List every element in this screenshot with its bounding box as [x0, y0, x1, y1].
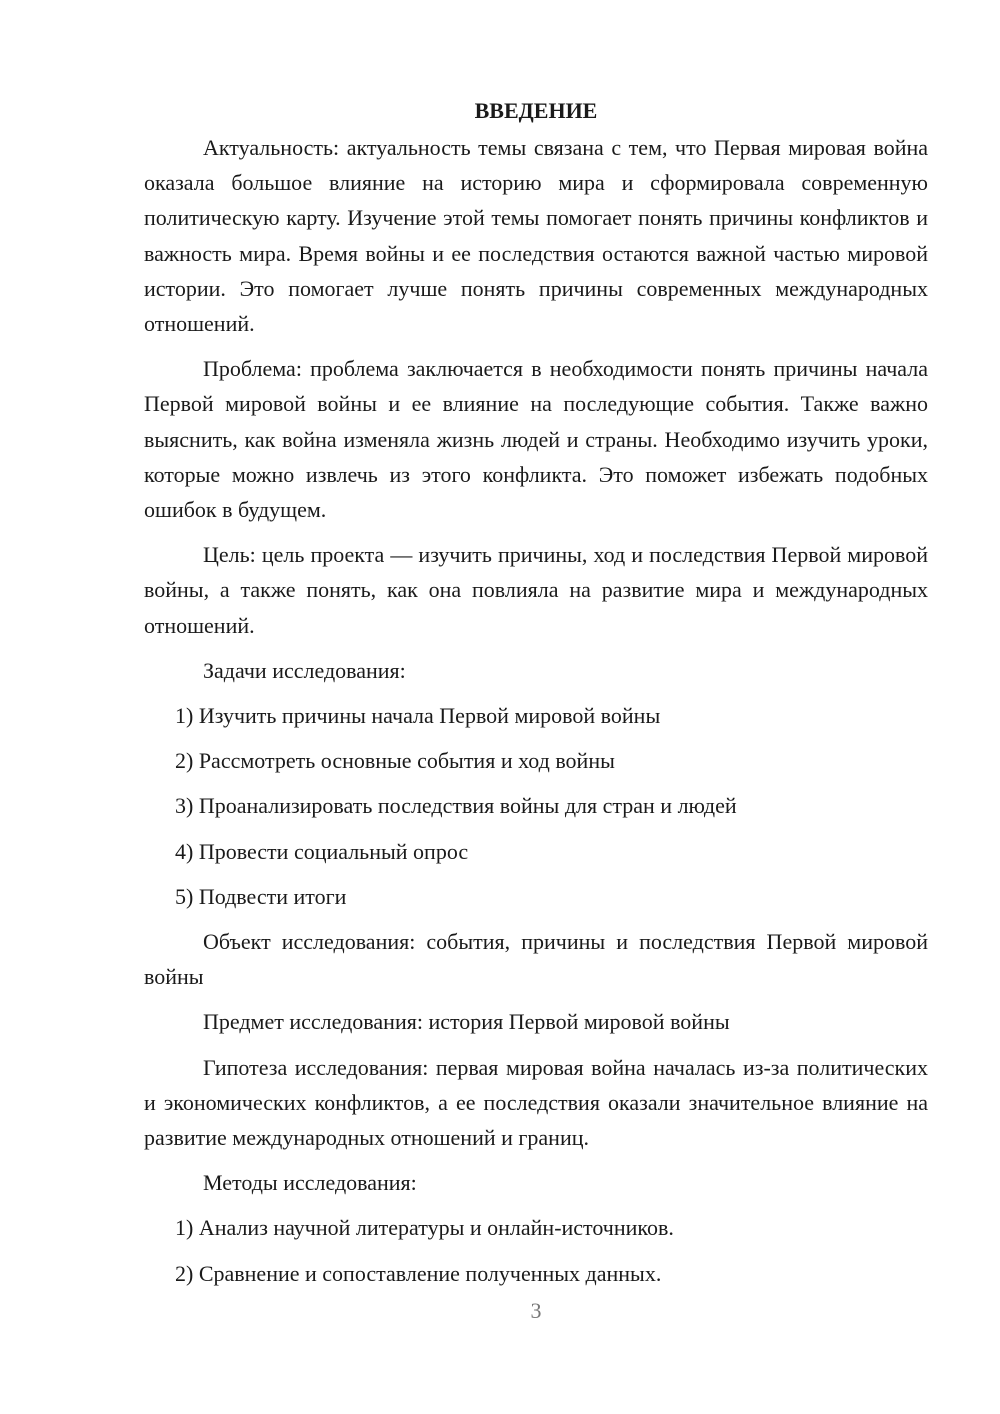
task-item: 4) Провести социальный опрос — [175, 838, 469, 864]
hypothesis-paragraph: Гипотеза исследования: первая мировая война началась из-за политических и экономических конфликтов, а ее последствия оказали значительное влияние на развитие международных отношений и границ. — [144, 1054, 928, 1151]
tasks-heading: Задачи исследования: — [203, 657, 406, 683]
problem-paragraph: Проблема: проблема заключается в необходимости понять причины начала Первой мировой войны и ее влияние на последующие события. Также важно выяснить, как война изменяла жизнь людей и страны. Необходимо изучить уроки, которые можно извлечь из этого конфликта. Это поможет избежать подобных ошибок в будущем. — [144, 356, 928, 523]
task-item: 2) Рассмотреть основные события и ход войны — [175, 748, 615, 774]
page-title: ВВЕДЕНИЕ — [474, 98, 598, 123]
relevance-paragraph: Актуальность: актуальность темы связана с тем, что Первая мировая война оказала большое влияние на историю мира и сформировала современную политическую карту. Изучение этой темы помогает понять причины конфликтов и важность мира. Время войны и ее последствия остаются важной частью мировой истории. Это помогает лучше понять причины современных международных отношений. — [144, 135, 928, 337]
task-item: 1) Изучить причины начала Первой мировой войны — [175, 703, 661, 729]
subject-paragraph: Предмет исследования: история Первой мировой войны — [203, 1009, 730, 1035]
method-item: 1) Анализ научной литературы и онлайн-источников. — [175, 1215, 674, 1241]
task-item: 5) Подвести итоги — [175, 883, 347, 909]
method-item: 2) Сравнение и сопоставление полученных данных. — [175, 1260, 662, 1286]
task-item: 3) Проанализировать последствия войны для стран и людей — [175, 793, 737, 819]
page-number: 3 — [530, 1298, 542, 1323]
page-content — [144, 95, 928, 1301]
goal-paragraph: Цель: цель проекта — изучить причины, ход и последствия Первой мировой войны, а также понять, как она повлияла на развитие мира и международных отношений. — [144, 542, 928, 638]
object-paragraph: Объект исследования: события, причины и последствия Первой мировой войны — [144, 929, 928, 990]
methods-heading: Методы исследования: — [203, 1170, 417, 1196]
